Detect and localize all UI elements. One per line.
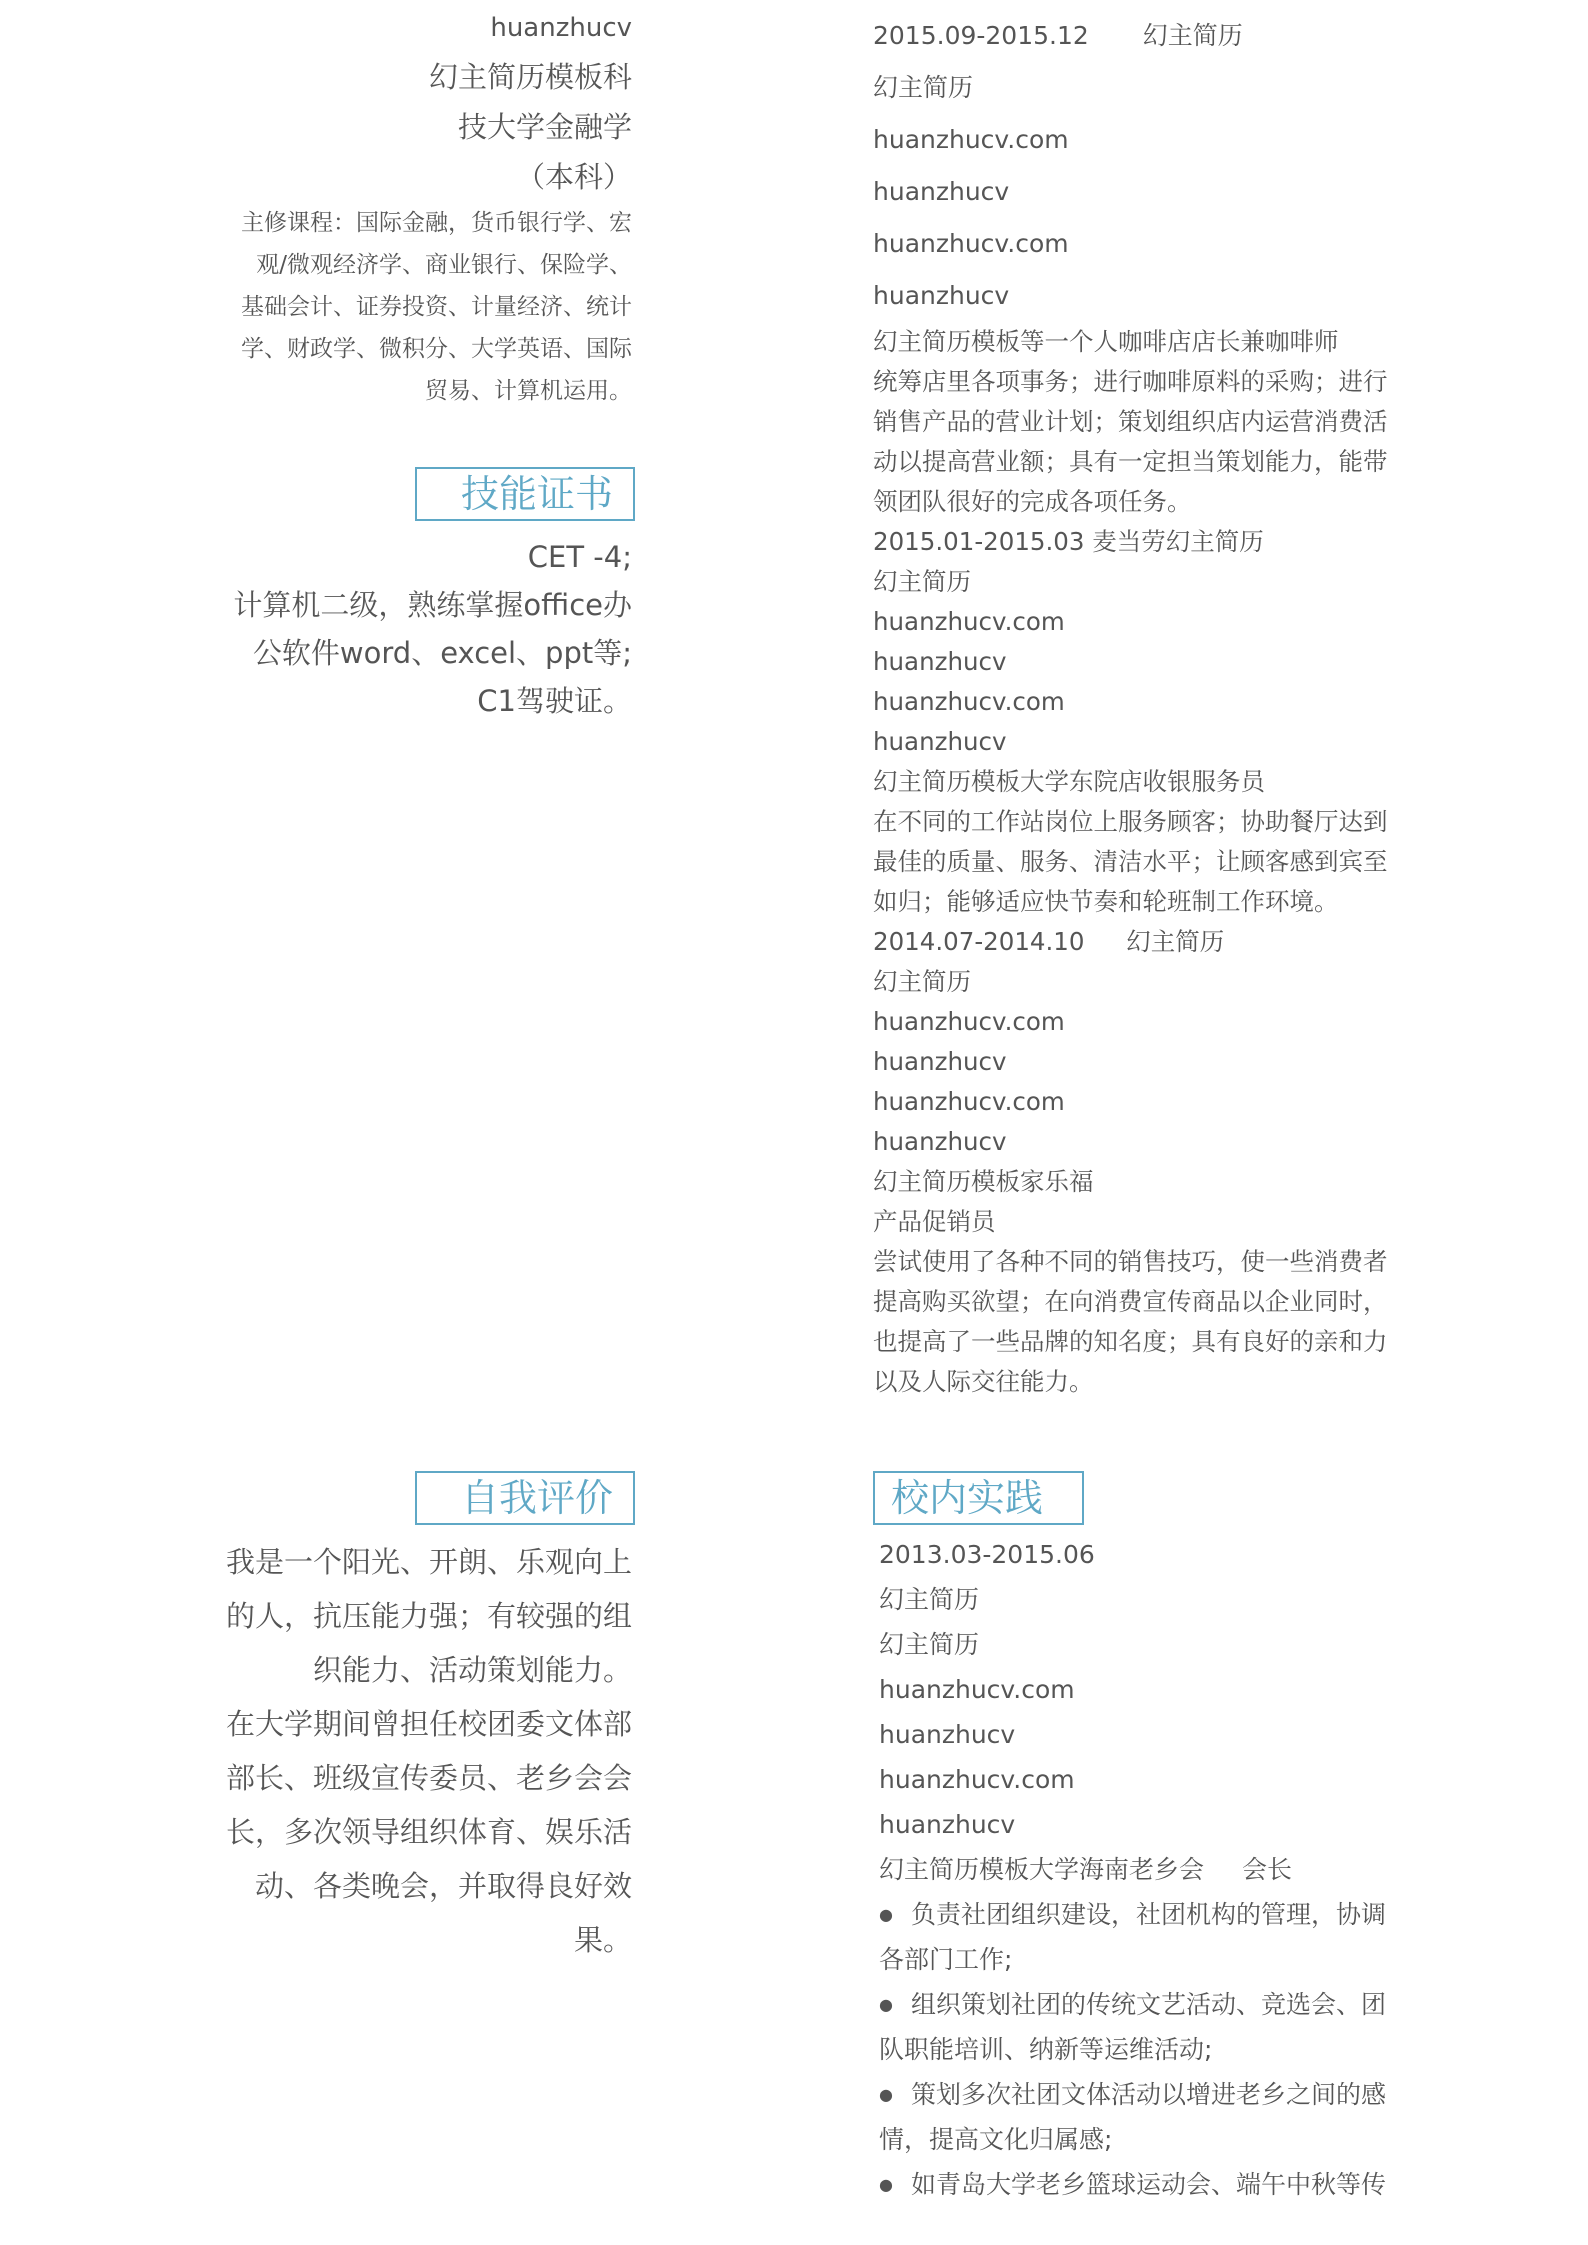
job-desc-line: 动以提高营业额；具有一定担当策划能力，能带	[873, 447, 1388, 476]
practice-role: 会长	[1241, 1855, 1292, 1884]
practice-line: huanzhucv	[879, 1810, 1016, 1839]
courses-line: 观/微观经济学、商业银行、保险学、	[256, 252, 632, 278]
practice-line: huanzhucv	[879, 1720, 1016, 1749]
practice-bullet: ● 负责社团组织建设，社团机构的管理，协调	[879, 1892, 1439, 1937]
job-company: 幻主简历	[1142, 21, 1243, 50]
job-line: 幻主简历	[873, 73, 974, 102]
job-line: huanzhucv	[873, 1047, 1007, 1076]
job-line: 幻主简历	[873, 967, 971, 996]
job-line: huanzhucv.com	[873, 607, 1065, 636]
practice-bullet: ● 策划多次社团文体活动以增进老乡之间的感	[879, 2072, 1439, 2117]
practice-bullet: ● 组织策划社团的传统文艺活动、竞选会、团	[879, 1982, 1439, 2027]
practice-section	[879, 1532, 1439, 2207]
job-desc-line: 销售产品的营业计划；策划组织店内运营消费活	[873, 407, 1388, 436]
courses-line: 贸易、计算机运用。	[425, 378, 632, 404]
job-line: huanzhucv.com	[873, 687, 1065, 716]
practice-line: huanzhucv.com	[879, 1765, 1075, 1794]
job-title: 幻主简历模板大学东院店收银服务员	[873, 767, 1265, 796]
practice-period: 2013.03-2015.06	[879, 1540, 1095, 1569]
job-line: 幻主简历	[873, 567, 971, 596]
job-period: 2014.07-2014.10	[873, 927, 1085, 956]
skill-line: CET -4;	[527, 540, 632, 574]
job-line: huanzhucv.com	[873, 229, 1069, 258]
practice-org	[879, 1847, 1439, 1892]
self-eval-line: 果。	[573, 1923, 632, 1957]
skills-section	[180, 533, 632, 725]
courses-line: 学、财政学、微积分、大学英语、国际	[241, 336, 632, 362]
job-desc-line: 也提高了一些品牌的知名度；具有良好的亲和力	[873, 1327, 1388, 1356]
education-section	[180, 4, 632, 412]
job-line: 幻主简历模板家乐福	[873, 1167, 1094, 1196]
self-eval-line: 部长、班级宣传委员、老乡会会	[225, 1761, 632, 1795]
courses-line: 主修课程：国际金融，货币银行学、宏	[241, 210, 632, 236]
job-line: huanzhucv	[873, 1127, 1007, 1156]
skills-heading	[415, 467, 635, 521]
job-desc-line: 尝试使用了各种不同的销售技巧，使一些消费者	[873, 1247, 1388, 1276]
job-line: huanzhucv.com	[873, 1007, 1065, 1036]
self-eval-line: 的人，抗压能力强；有较强的组	[225, 1599, 632, 1633]
education-school-line: 技大学金融学	[457, 110, 632, 144]
education-site: huanzhucv	[490, 13, 632, 43]
job-company: 幻主简历	[1126, 927, 1225, 956]
job-header: 2015.01-2015.03 麦当劳幻主简历	[873, 527, 1264, 556]
practice-line: 幻主简历	[879, 1630, 980, 1659]
self-eval-heading-label: 自我评价	[461, 1476, 614, 1520]
practice-bullet-cont: 队职能培训、纳新等运维活动;	[879, 2035, 1213, 2064]
job-header	[873, 922, 1433, 962]
job-title: 产品促销员	[873, 1207, 996, 1236]
job-desc-line: 幻主简历模板等一个人咖啡店店长兼咖啡师	[873, 327, 1339, 356]
job-line: huanzhucv	[873, 177, 1010, 206]
education-degree: （本科）	[515, 160, 632, 194]
practice-org-name: 幻主简历模板大学海南老乡会	[879, 1855, 1205, 1884]
skill-line: 计算机二级，熟练掌握office办	[233, 588, 632, 622]
job-period: 2015.09-2015.12	[873, 21, 1089, 50]
job-desc-line: 领团队很好的完成各项任务。	[873, 487, 1192, 516]
job-line: huanzhucv	[873, 647, 1007, 676]
practice-heading-label: 校内实践	[891, 1476, 1044, 1520]
practice-heading	[873, 1471, 1084, 1525]
self-eval-line: 我是一个阳光、开朗、乐观向上	[225, 1545, 632, 1579]
job-desc-line: 以及人际交往能力。	[873, 1367, 1094, 1396]
self-eval-line: 动、各类晚会，并取得良好效	[254, 1869, 632, 1903]
practice-line: 幻主简历	[879, 1585, 980, 1614]
job-line: huanzhucv.com	[873, 125, 1069, 154]
job-line: huanzhucv	[873, 727, 1007, 756]
job-desc-line: 最佳的质量、服务、清洁水平；让顾客感到宾至	[873, 847, 1388, 876]
skill-line: 公软件word、excel、ppt等;	[252, 636, 632, 670]
job-desc-line: 统筹店里各项事务；进行咖啡原料的采购；进行	[873, 367, 1388, 396]
education-school-line: 幻主简历模板科	[428, 60, 632, 94]
job-desc-line: 如归；能够适应快节奏和轮班制工作环境。	[873, 887, 1339, 916]
practice-line: huanzhucv.com	[879, 1675, 1075, 1704]
courses-line: 基础会计、证券投资、计量经济、统计	[241, 294, 632, 320]
job-desc-line: 提高购买欲望；在向消费宣传商品以企业同时，	[873, 1287, 1388, 1316]
self-eval-line: 织能力、活动策划能力。	[312, 1653, 632, 1687]
skills-heading-label: 技能证书	[461, 472, 614, 516]
self-eval-heading	[415, 1471, 635, 1525]
self-eval-line: 在大学期间曾担任校团委文体部	[225, 1707, 632, 1741]
self-eval-section	[180, 1535, 632, 1967]
job-line: huanzhucv.com	[873, 1087, 1065, 1116]
job-desc-line: 在不同的工作站岗位上服务顾客；协助餐厅达到	[873, 807, 1388, 836]
self-eval-line: 长，多次领导组织体育、娱乐活	[225, 1815, 632, 1849]
work-section	[873, 10, 1433, 1402]
skill-line: C1驾驶证。	[477, 684, 632, 718]
practice-bullet-cont: 情，提高文化归属感;	[879, 2125, 1113, 2154]
practice-bullet: ● 如青岛大学老乡篮球运动会、端午中秋等传	[879, 2162, 1439, 2207]
job-header	[873, 10, 1433, 62]
practice-bullet-cont: 各部门工作;	[879, 1945, 1013, 1974]
job-line: huanzhucv	[873, 281, 1010, 310]
